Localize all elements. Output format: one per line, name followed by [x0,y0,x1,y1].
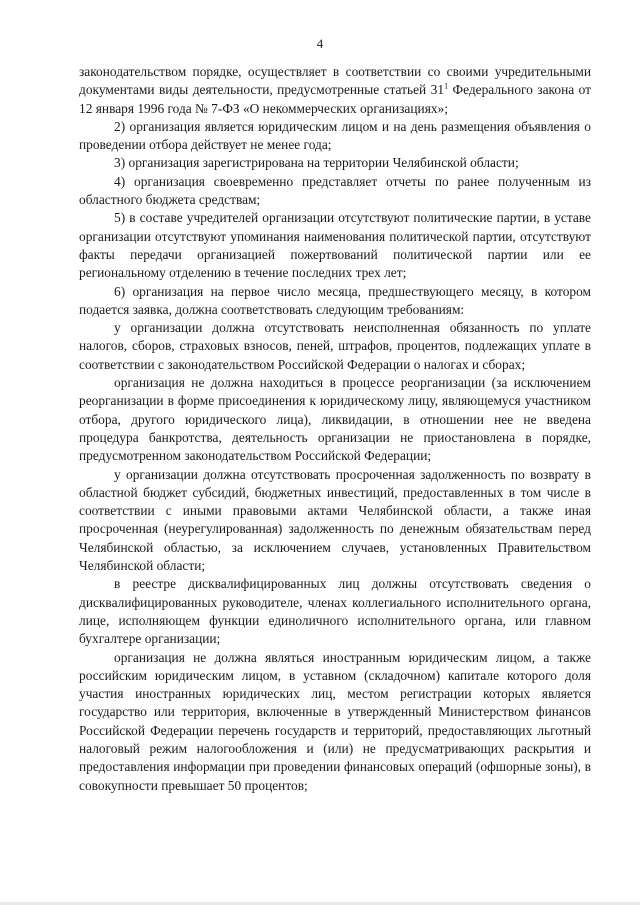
document-body [79,63,591,795]
paragraph-1-text-continued: Федерального закона от 12 января 1996 года № 7-ФЗ «О некоммерческих организациях»; [79,82,591,116]
paragraph-1-text: законодательством порядке, осуществляет в соответствии со своими учредительными документами виды деятельности, предусмотренные статьей 31 [79,64,591,98]
paragraph-item-6: 6) организация на первое число месяца, предшествующего месяцу, в котором подается заявка, должна соответствовать следующим требованиям: [79,283,591,317]
requirement-disqualified-persons: в реестре дисквалифицированных лиц должны отсутствовать сведения о дисквалифицированных руководителе, членах коллегиального исполнительного органа, лице, исполняющем функции единоличного исполнительного органа, или главном бухгалтере организации; [79,576,591,647]
paragraph-item-5: 5) в составе учредителей организации отсутствуют политические партии, в уставе организации отсутствуют упоминания наименования политической партии, отсутствуют факты передачи организацией пожертвований политической партии или ее региональному отделению в течение последних трех лет; [79,210,591,281]
requirement-foreign-entity: организация не должна являться иностранным юридическим лицом, а также российским юридическим лицом, в уставном (складочном) капитале которого доля участия иностранных юридических лиц, местом регистрации которых является государство или территория, включенные в утвержденный Министерством финансов Российской Федерации перечень государств и территорий, предоставляющих льготный налоговый режим налогообложения и (или) не предусматривающих раскрытия и предоставления информации при проведении финансовых операций (офшорные зоны), в совокупности превышает 50 процентов; [79,649,591,793]
requirement-tax-debt: у организации должна отсутствовать неисполненная обязанность по уплате налогов, сборов, страховых взносов, пеней, штрафов, процентов, подлежащих уплате в соответствии с законодательством Российской Федерации о налогах и сборах; [79,320,591,372]
paragraph-item-2: 2) организация является юридическим лицом и на день размещения объявления о проведении отбора действует не менее года; [79,118,591,153]
requirement-reorganization: организация не должна находиться в процессе реорганизации (за исключением реорганизации в форме присоединения к юридическому лицу, являющемуся участником отбора, другого юридического лица), ликвидации, в отношении нее не введена процедура банкротства, деятельность организации не приостановлена в порядке, предусмотренном законодательством Российской Федерации; [79,375,591,464]
page-number: 4 [316,36,324,51]
article-superscript: 1 [444,81,449,91]
paragraph-item-4: 4) организация своевременно представляет отчеты по ранее полученным из областного бюджета средствам; [79,173,591,208]
paragraph-1 [79,63,591,118]
paragraph-item-3: 3) организация зарегистрирована на территории Челябинской области; [114,155,519,171]
requirement-budget-debt: у организации должна отсутствовать просроченная задолженность по возврату в областной бюджет субсидий, бюджетных инвестиций, предоставленных в том числе в соответствии с иными правовыми актами Челябинской области, а также иная просроченная (неурегулированная) задолженность по денежным обязательствам перед Челябинской областью, за исключением случаев, установленных Правительством Челябинской области; [79,466,591,574]
